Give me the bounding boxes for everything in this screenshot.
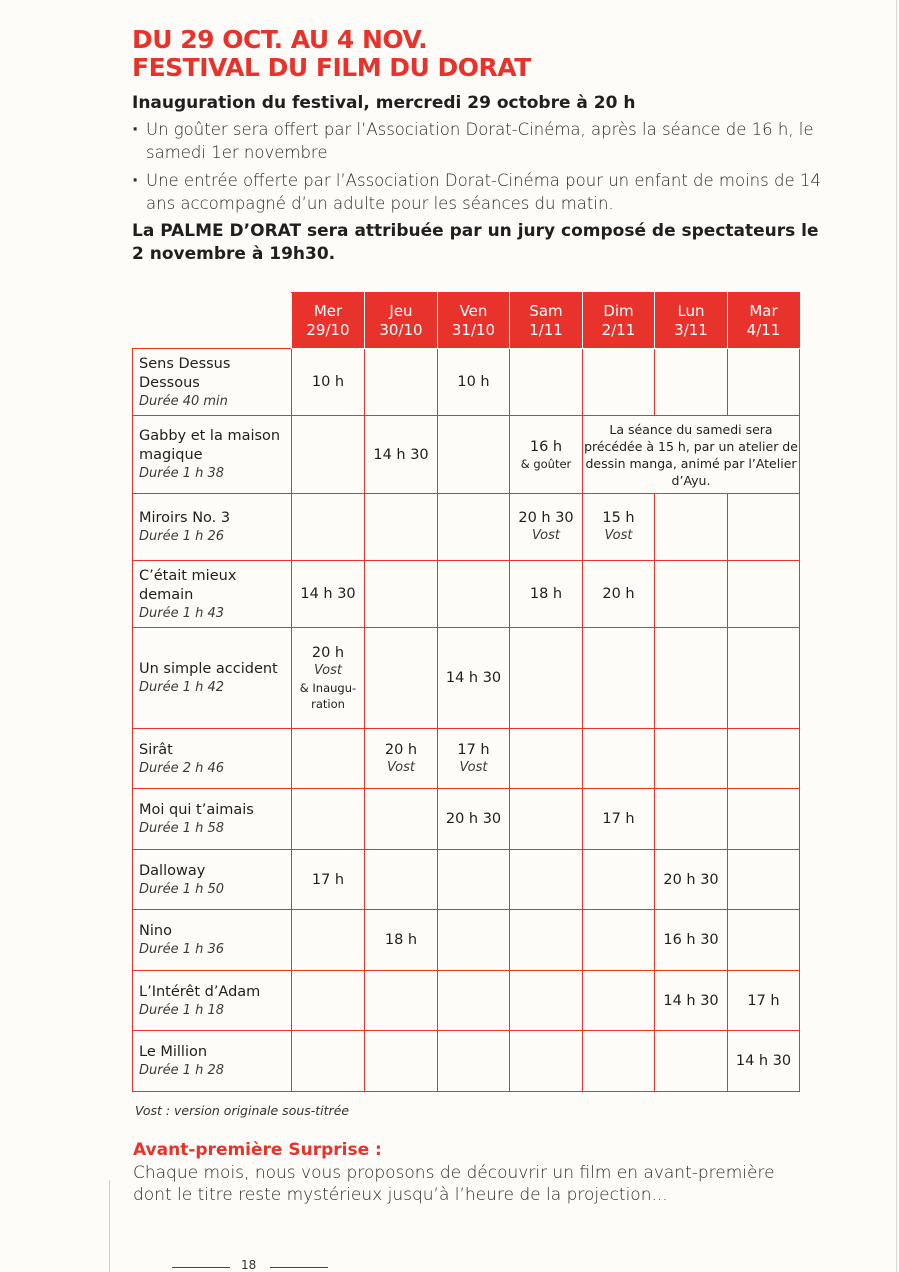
showtime-cell <box>655 628 728 729</box>
showtime-cell <box>583 850 655 910</box>
showtime-cell <box>583 628 655 729</box>
showtime-cell <box>292 494 365 561</box>
showtime-cell <box>365 561 438 628</box>
table-row <box>133 729 800 789</box>
day-header: Lun 3/11 <box>655 293 728 349</box>
showtime-cell <box>292 416 365 494</box>
film-cell: C’était mieux demain Durée 1 h 43 <box>133 561 292 628</box>
showtime-cell <box>510 789 583 850</box>
showtime-cell <box>510 729 583 789</box>
title-festival: FESTIVAL DU FILM DU DORAT <box>132 53 531 82</box>
bullet-entree: · Une entrée offerte par l’Association Dorat-Cinéma pour un enfant de moins de 14 ans accompagné d’un adulte pour les séances du matin. <box>132 169 832 215</box>
margin-line <box>109 1180 110 1272</box>
showtime-cell: 15 h Vost <box>583 494 655 561</box>
inauguration-note: & Inaugu-ration <box>299 681 357 711</box>
avant-premiere-text: Chaque mois, nous vous proposons de découvrir un film en avant-première dont le titre reste mystérieux jusqu’à l’heure de la projection... <box>133 1163 775 1205</box>
showtime-cell <box>365 789 438 850</box>
showtime-cell: 14 h 30 <box>728 1031 800 1092</box>
footer-rule-left <box>172 1267 230 1268</box>
film-cell: Moi qui t’aimais Durée 1 h 58 <box>133 789 292 850</box>
showtime-cell <box>438 910 510 971</box>
showtime-cell <box>728 729 800 789</box>
showtime-cell <box>365 971 438 1031</box>
showtime-cell <box>292 729 365 789</box>
table-row <box>133 416 800 494</box>
showtime-cell: 20 h Vost <box>365 729 438 789</box>
table-row <box>133 1031 800 1092</box>
showtime-cell <box>728 561 800 628</box>
day-header: Ven 31/10 <box>438 293 510 349</box>
film-cell: Un simple accident Durée 1 h 42 <box>133 628 292 729</box>
showtime-cell <box>583 729 655 789</box>
showtime-cell: 17 h <box>583 789 655 850</box>
film-cell: Le Million Durée 1 h 28 <box>133 1031 292 1092</box>
table-row <box>133 494 800 561</box>
showtime-cell <box>655 789 728 850</box>
showtime-cell <box>292 910 365 971</box>
festival-header <box>132 26 832 266</box>
showtime-cell: 17 h Vost <box>438 729 510 789</box>
showtime-cell: 20 h 30 Vost <box>510 494 583 561</box>
info-bullets <box>132 118 832 215</box>
showtime-cell <box>438 971 510 1031</box>
table-row <box>133 561 800 628</box>
showtime-cell <box>365 850 438 910</box>
showtime-cell <box>292 1031 365 1092</box>
showtime-cell <box>438 494 510 561</box>
festival-title <box>132 26 832 82</box>
showtime-cell <box>292 971 365 1031</box>
showtime-cell: 16 h & goûter <box>510 416 583 494</box>
showtime-cell: 17 h <box>728 971 800 1031</box>
table-row <box>133 971 800 1031</box>
showtime-cell <box>583 1031 655 1092</box>
table-row <box>133 789 800 850</box>
showtime-cell <box>655 561 728 628</box>
showtime-cell <box>292 789 365 850</box>
gouter-note: & goûter <box>520 456 572 471</box>
showtime-cell: 20 h <box>583 561 655 628</box>
showtime-cell: 10 h <box>438 349 510 416</box>
day-header: Dim 2/11 <box>583 293 655 349</box>
showtime-cell <box>510 349 583 416</box>
inauguration-line: Inauguration du festival, mercredi 29 octobre à 20 h <box>132 93 636 113</box>
table-row <box>133 349 800 416</box>
day-header: Mer 29/10 <box>292 293 365 349</box>
showtime-cell: 20 h 30 <box>655 850 728 910</box>
schedule-table <box>132 292 800 1092</box>
showtime-cell <box>438 416 510 494</box>
page-edge-line <box>896 0 897 1272</box>
showtime-cell <box>438 561 510 628</box>
showtime-cell <box>438 1031 510 1092</box>
showtime-cell <box>365 1031 438 1092</box>
day-header-row <box>133 293 800 349</box>
avant-premiere-title: Avant-première Surprise : <box>133 1140 382 1160</box>
showtime-cell <box>728 494 800 561</box>
showtime-cell: 20 h Vost & Inaugu-ration <box>292 628 365 729</box>
showtime-cell <box>728 850 800 910</box>
film-cell: Sirât Durée 2 h 46 <box>133 729 292 789</box>
palme-dorat-line: La PALME D’ORAT sera attribuée par un jury composé de spectateurs le 2 novembre à 19h30. <box>132 221 819 264</box>
title-dates: DU 29 OCT. AU 4 NOV. <box>132 25 428 54</box>
avant-premiere-section <box>133 1140 793 1206</box>
showtime-cell <box>728 789 800 850</box>
film-cell: Miroirs No. 3 Durée 1 h 26 <box>133 494 292 561</box>
table-corner <box>133 293 292 349</box>
atelier-note: La séance du samedi sera précédée à 15 h, par un atelier de dessin manga, animé par l’Atelier d’Ayu. <box>583 416 800 494</box>
bullet-gouter: · Un goûter sera offert par l’Association Dorat-Cinéma, après la séance de 16 h, le samedi 1er novembre <box>132 118 832 164</box>
showtime-cell: 14 h 30 <box>365 416 438 494</box>
showtime-cell: 14 h 30 <box>438 628 510 729</box>
table-row <box>133 910 800 971</box>
showtime-cell <box>510 971 583 1031</box>
showtime-cell: 14 h 30 <box>292 561 365 628</box>
showtime-cell <box>728 910 800 971</box>
showtime-cell <box>365 349 438 416</box>
showtime-cell <box>655 494 728 561</box>
showtime-cell <box>510 850 583 910</box>
day-header: Jeu 30/10 <box>365 293 438 349</box>
showtime-cell: 10 h <box>292 349 365 416</box>
showtime-cell: 17 h <box>292 850 365 910</box>
showtime-cell <box>510 910 583 971</box>
showtime-cell <box>365 628 438 729</box>
day-header: Sam 1/11 <box>510 293 583 349</box>
vost-footnote: Vost : version originale sous-titrée <box>135 1103 350 1118</box>
showtime-cell: 14 h 30 <box>655 971 728 1031</box>
showtime-cell <box>365 494 438 561</box>
showtime-cell: 18 h <box>365 910 438 971</box>
page-number: 18 <box>241 1258 257 1272</box>
showtime-cell: 18 h <box>510 561 583 628</box>
film-cell: Gabby et la maison magique Durée 1 h 38 <box>133 416 292 494</box>
showtime-cell: 20 h 30 <box>438 789 510 850</box>
film-cell: Sens Dessus Dessous Durée 40 min <box>133 349 292 416</box>
film-cell: L’Intérêt d’Adam Durée 1 h 18 <box>133 971 292 1031</box>
showtime-cell <box>655 349 728 416</box>
showtime-cell <box>438 850 510 910</box>
table-row <box>133 850 800 910</box>
showtime-cell <box>728 349 800 416</box>
showtime-cell <box>728 628 800 729</box>
showtime-cell <box>510 628 583 729</box>
showtime-cell: 16 h 30 <box>655 910 728 971</box>
showtime-cell <box>655 729 728 789</box>
showtime-cell <box>583 910 655 971</box>
showtime-cell <box>583 971 655 1031</box>
showtime-cell <box>583 349 655 416</box>
footer-rule-right <box>270 1267 328 1268</box>
day-header: Mar 4/11 <box>728 293 800 349</box>
film-cell: Dalloway Durée 1 h 50 <box>133 850 292 910</box>
film-cell: Nino Durée 1 h 36 <box>133 910 292 971</box>
table-row <box>133 628 800 729</box>
showtime-cell <box>510 1031 583 1092</box>
showtime-cell <box>655 1031 728 1092</box>
